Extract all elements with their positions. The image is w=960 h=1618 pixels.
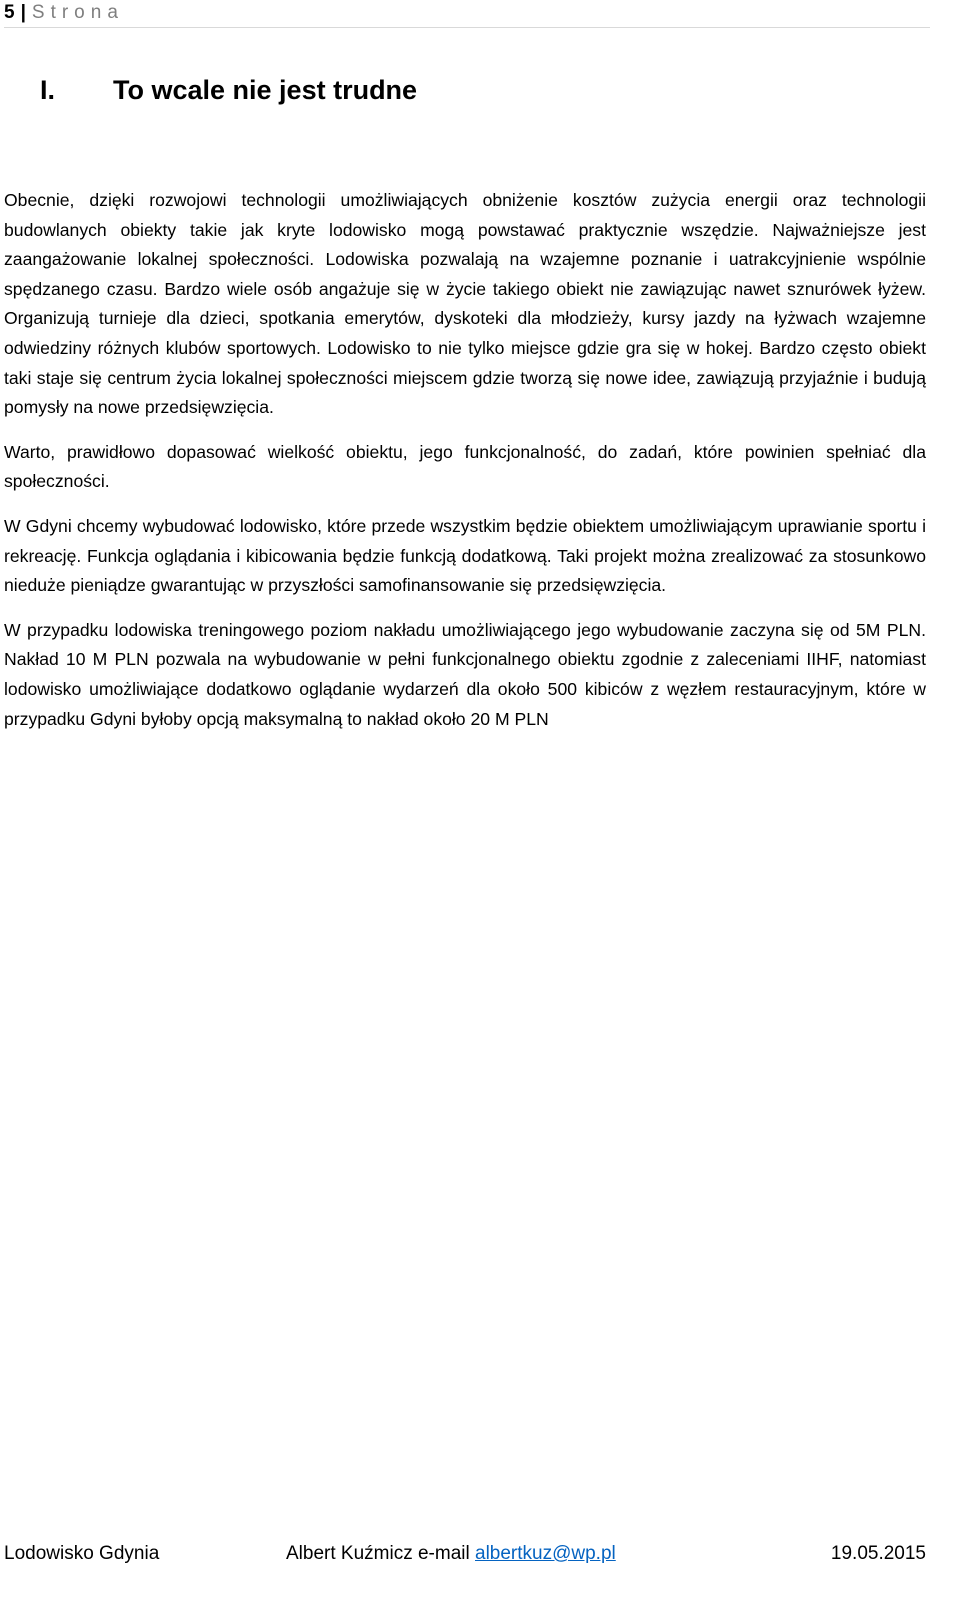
document-body [4,186,926,749]
header-separator: | [20,2,26,23]
page-footer [4,1540,926,1568]
paragraph-costs: W przypadku lodowiska treningowego poziom nakładu umożliwiającego jego wybudowanie zaczyna się od 5M PLN. Nakład 10 M PLN pozwala na wybudowanie w pełni funkcjonalnego obiektu zgodnie z zaleceniami IIHF, natomiast lodowisko umożliwiające dodatkowo oglądanie wydarzeń dla około 500 kibiców z węzłem restauracyjnym, które w przypadku Gdyni byłoby opcją maksymalną to nakład około 20 M PLN [4,619,926,729]
page-header [4,0,930,28]
section-title: To wcale nie jest trudne [113,75,418,105]
section-number: I. [40,75,56,105]
footer-author [286,1540,616,1568]
paragraph-gdynia: W Gdyni chcemy wybudować lodowisko, które przede wszystkim będzie obiektem umożliwiającym uprawianie sportu i rekreację. Funkcja oglądania i kibicowania będzie funkcją dodatkową. Taki projekt można zrealizować za stosunkowo nieduże pieniądze gwarantując w przyszłości samofinansowanie się przedsięwzięcia. [4,515,926,596]
footer-project: Lodowisko Gdynia [4,1543,160,1564]
footer-author-prefix: Albert Kuźmicz e-mail [286,1543,470,1564]
page-number: 5 [4,2,15,23]
paragraph-size: Warto, prawidłowo dopasować wielkość obiektu, jego funkcjonalność, do zadań, które powinien spełniać dla społeczności. [4,441,926,492]
paragraph-intro: Obecnie, dzięki rozwojowi technologii umożliwiających obniżenie kosztów zużycia energii oraz technologii budowlanych obiekty takie jak kryte lodowisko mogą powstawać praktycznie wszędzie. Najważniejsze jest zaangażowanie lokalnej społeczności. Lodowiska pozwalają na wzajemne poznanie i uatrakcyjnienie wspólnie spędzanego czasu. Bardzo wiele osób angażuje się w życie takiego obiekt nie zawiązując nawet sznurówek łyżew. Organizują turnieje dla dzieci, spotkania emerytów, dyskoteki dla młodzieży, kursy jazdy na łyżwach wzajemne odwiedziny różnych klubów sportowych. Lodowisko to nie tylko miejsce gdzie gra się w hokej. Bardzo często obiekt taki staje się centrum życia lokalnej społeczności miejscem gdzie tworzą się nowe idee, zawiązują przyjaźnie i budują pomysły na nowe przedsięwzięcia. [4,190,926,418]
section-heading [40,70,417,110]
footer-email-link[interactable]: albertkuz@wp.pl [475,1543,616,1564]
page-word: Strona [31,2,124,23]
footer-date: 19.05.2015 [830,1543,926,1564]
